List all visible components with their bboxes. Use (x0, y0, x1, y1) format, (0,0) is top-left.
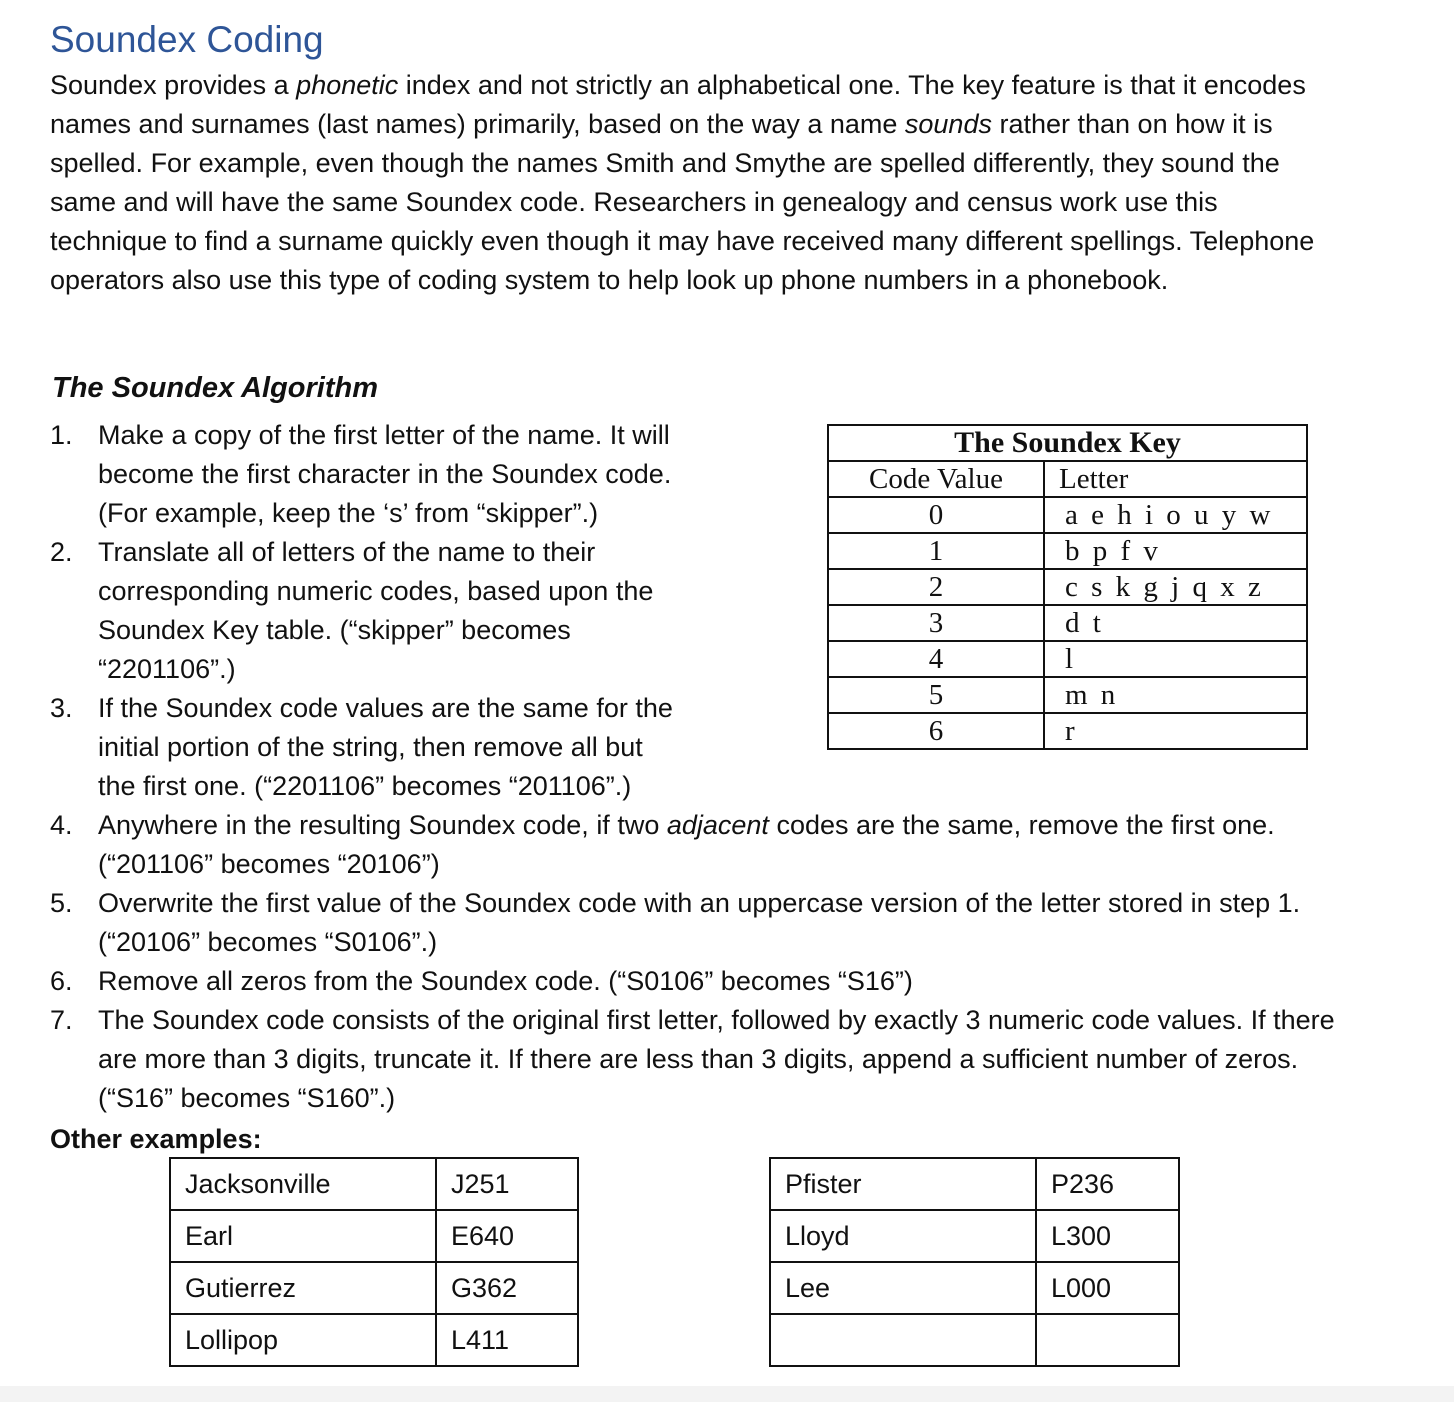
step-line: corresponding numeric codes, based upon the (98, 576, 654, 606)
example-name: Gutierrez (170, 1262, 436, 1314)
example-code: L411 (436, 1314, 578, 1366)
example-name: Pfister (770, 1158, 1036, 1210)
intro-text-run: Soundex provides a (50, 70, 297, 100)
key-code-value: 4 (828, 641, 1044, 677)
step-text-run: The Soundex code consists of the original first letter, followed by exactly 3 numeric code values. If there are more than 3 digits, truncate it. If there are less than 3 digits, append a sufficient number of zeros. (“S16” becomes “S160”.) (98, 1005, 1335, 1113)
example-name (770, 1314, 1036, 1366)
example-name: Earl (170, 1210, 436, 1262)
algorithm-step (50, 806, 1350, 884)
key-header-row (828, 461, 1307, 497)
example-code: P236 (1036, 1158, 1179, 1210)
key-letters: r (1044, 713, 1307, 749)
key-letters: a e h i o u y w (1044, 497, 1307, 533)
example-code: L000 (1036, 1262, 1179, 1314)
key-row (828, 605, 1307, 641)
step-number: 1. (50, 420, 73, 450)
key-code-value: 5 (828, 677, 1044, 713)
example-name: Lloyd (770, 1210, 1036, 1262)
step-line: Make a copy of the first letter of the name. It will (98, 420, 670, 450)
example-code (1036, 1314, 1179, 1366)
step-line: Translate all of letters of the name to their (98, 537, 596, 567)
step-number: 7. (50, 1005, 73, 1035)
key-code-value: 0 (828, 497, 1044, 533)
algorithm-step (50, 689, 778, 806)
intro-text-run: phonetic (296, 70, 399, 100)
key-code-value: 1 (828, 533, 1044, 569)
step-number: 2. (50, 537, 73, 567)
key-row (828, 677, 1307, 713)
example-name: Lee (770, 1262, 1036, 1314)
examples-table-left (169, 1157, 579, 1367)
step-text-run: adjacent (666, 810, 769, 840)
example-code: J251 (436, 1158, 578, 1210)
key-code-value: 2 (828, 569, 1044, 605)
key-letters: c s k g j q x z (1044, 569, 1307, 605)
key-code-value: 6 (828, 713, 1044, 749)
step-number: 6. (50, 966, 73, 996)
key-row (828, 713, 1307, 749)
example-row (770, 1210, 1179, 1262)
example-code: L300 (1036, 1210, 1179, 1262)
step-line: “2201106”.) (98, 654, 236, 684)
step-number: 4. (50, 810, 73, 840)
example-row (770, 1314, 1179, 1366)
step-text-run: Anywhere in the resulting Soundex code, if two (98, 810, 667, 840)
step-line: (For example, keep the ‘s’ from “skipper”.) (98, 498, 599, 528)
key-letters: b p f v (1044, 533, 1307, 569)
step-text-run: codes are the same, remove the first one. (“201106” becomes “20106”) (98, 810, 1275, 879)
algorithm-step (50, 1001, 1350, 1118)
key-header-code: Code Value (828, 461, 1044, 497)
example-row (770, 1158, 1179, 1210)
example-name: Lollipop (170, 1314, 436, 1366)
intro-paragraph (50, 66, 1340, 300)
intro-text-run: rather than on how it is spelled. For example, even though the names Smith and Smythe are spelled differently, they sound the same and will have the same Soundex code. Researchers in genealogy and census work use this technique to find a surname quickly even though it may have received many different spellings. Telephone operators also use this type of coding system to help look up phone numbers in a phonebook. (50, 109, 1315, 295)
intro-text-run: index and not strictly an alphabetical one. The key feature is that it encodes names and surnames (last names) primarily, based on the way a name (50, 70, 1306, 139)
algorithm-heading: The Soundex Algorithm (52, 372, 378, 404)
intro-text-run: sounds (904, 109, 992, 139)
key-table-title: The Soundex Key (828, 425, 1307, 461)
algorithm-step (50, 884, 1350, 962)
example-row (170, 1314, 578, 1366)
step-line: become the first character in the Soundex code. (98, 459, 672, 489)
step-text-run: Overwrite the first value of the Soundex code with an uppercase version of the letter stored in step 1. (“20106” becomes “S0106”.) (98, 888, 1301, 957)
example-code: G362 (436, 1262, 578, 1314)
key-code-value: 3 (828, 605, 1044, 641)
step-number: 5. (50, 888, 73, 918)
example-row (770, 1262, 1179, 1314)
example-row (170, 1158, 578, 1210)
step-line: Soundex Key table. (“skipper” becomes (98, 615, 571, 645)
key-letters: l (1044, 641, 1307, 677)
examples-table-right (769, 1157, 1180, 1367)
step-number: 3. (50, 693, 73, 723)
key-letters: m n (1044, 677, 1307, 713)
page-title: Soundex Coding (50, 19, 324, 60)
algorithm-step (50, 416, 778, 533)
key-row (828, 569, 1307, 605)
key-letters: d t (1044, 605, 1307, 641)
key-row (828, 641, 1307, 677)
example-name: Jacksonville (170, 1158, 436, 1210)
other-examples-label: Other examples: (50, 1124, 262, 1154)
example-row (170, 1210, 578, 1262)
step-line: initial portion of the string, then remove all but (98, 732, 643, 762)
step-line: If the Soundex code values are the same for the (98, 693, 673, 723)
algorithm-step (50, 962, 1350, 1001)
key-header-letter: Letter (1044, 461, 1307, 497)
example-row (170, 1262, 578, 1314)
key-title-row (828, 425, 1307, 461)
key-row (828, 497, 1307, 533)
step-line: the first one. (“2201106” becomes “201106”.) (98, 771, 632, 801)
algorithm-step (50, 533, 778, 689)
step-text-run: Remove all zeros from the Soundex code. (“S0106” becomes “S16”) (98, 966, 913, 996)
page-bottom-edge (0, 1386, 1454, 1402)
key-row (828, 533, 1307, 569)
soundex-key-table (827, 424, 1308, 750)
example-code: E640 (436, 1210, 578, 1262)
